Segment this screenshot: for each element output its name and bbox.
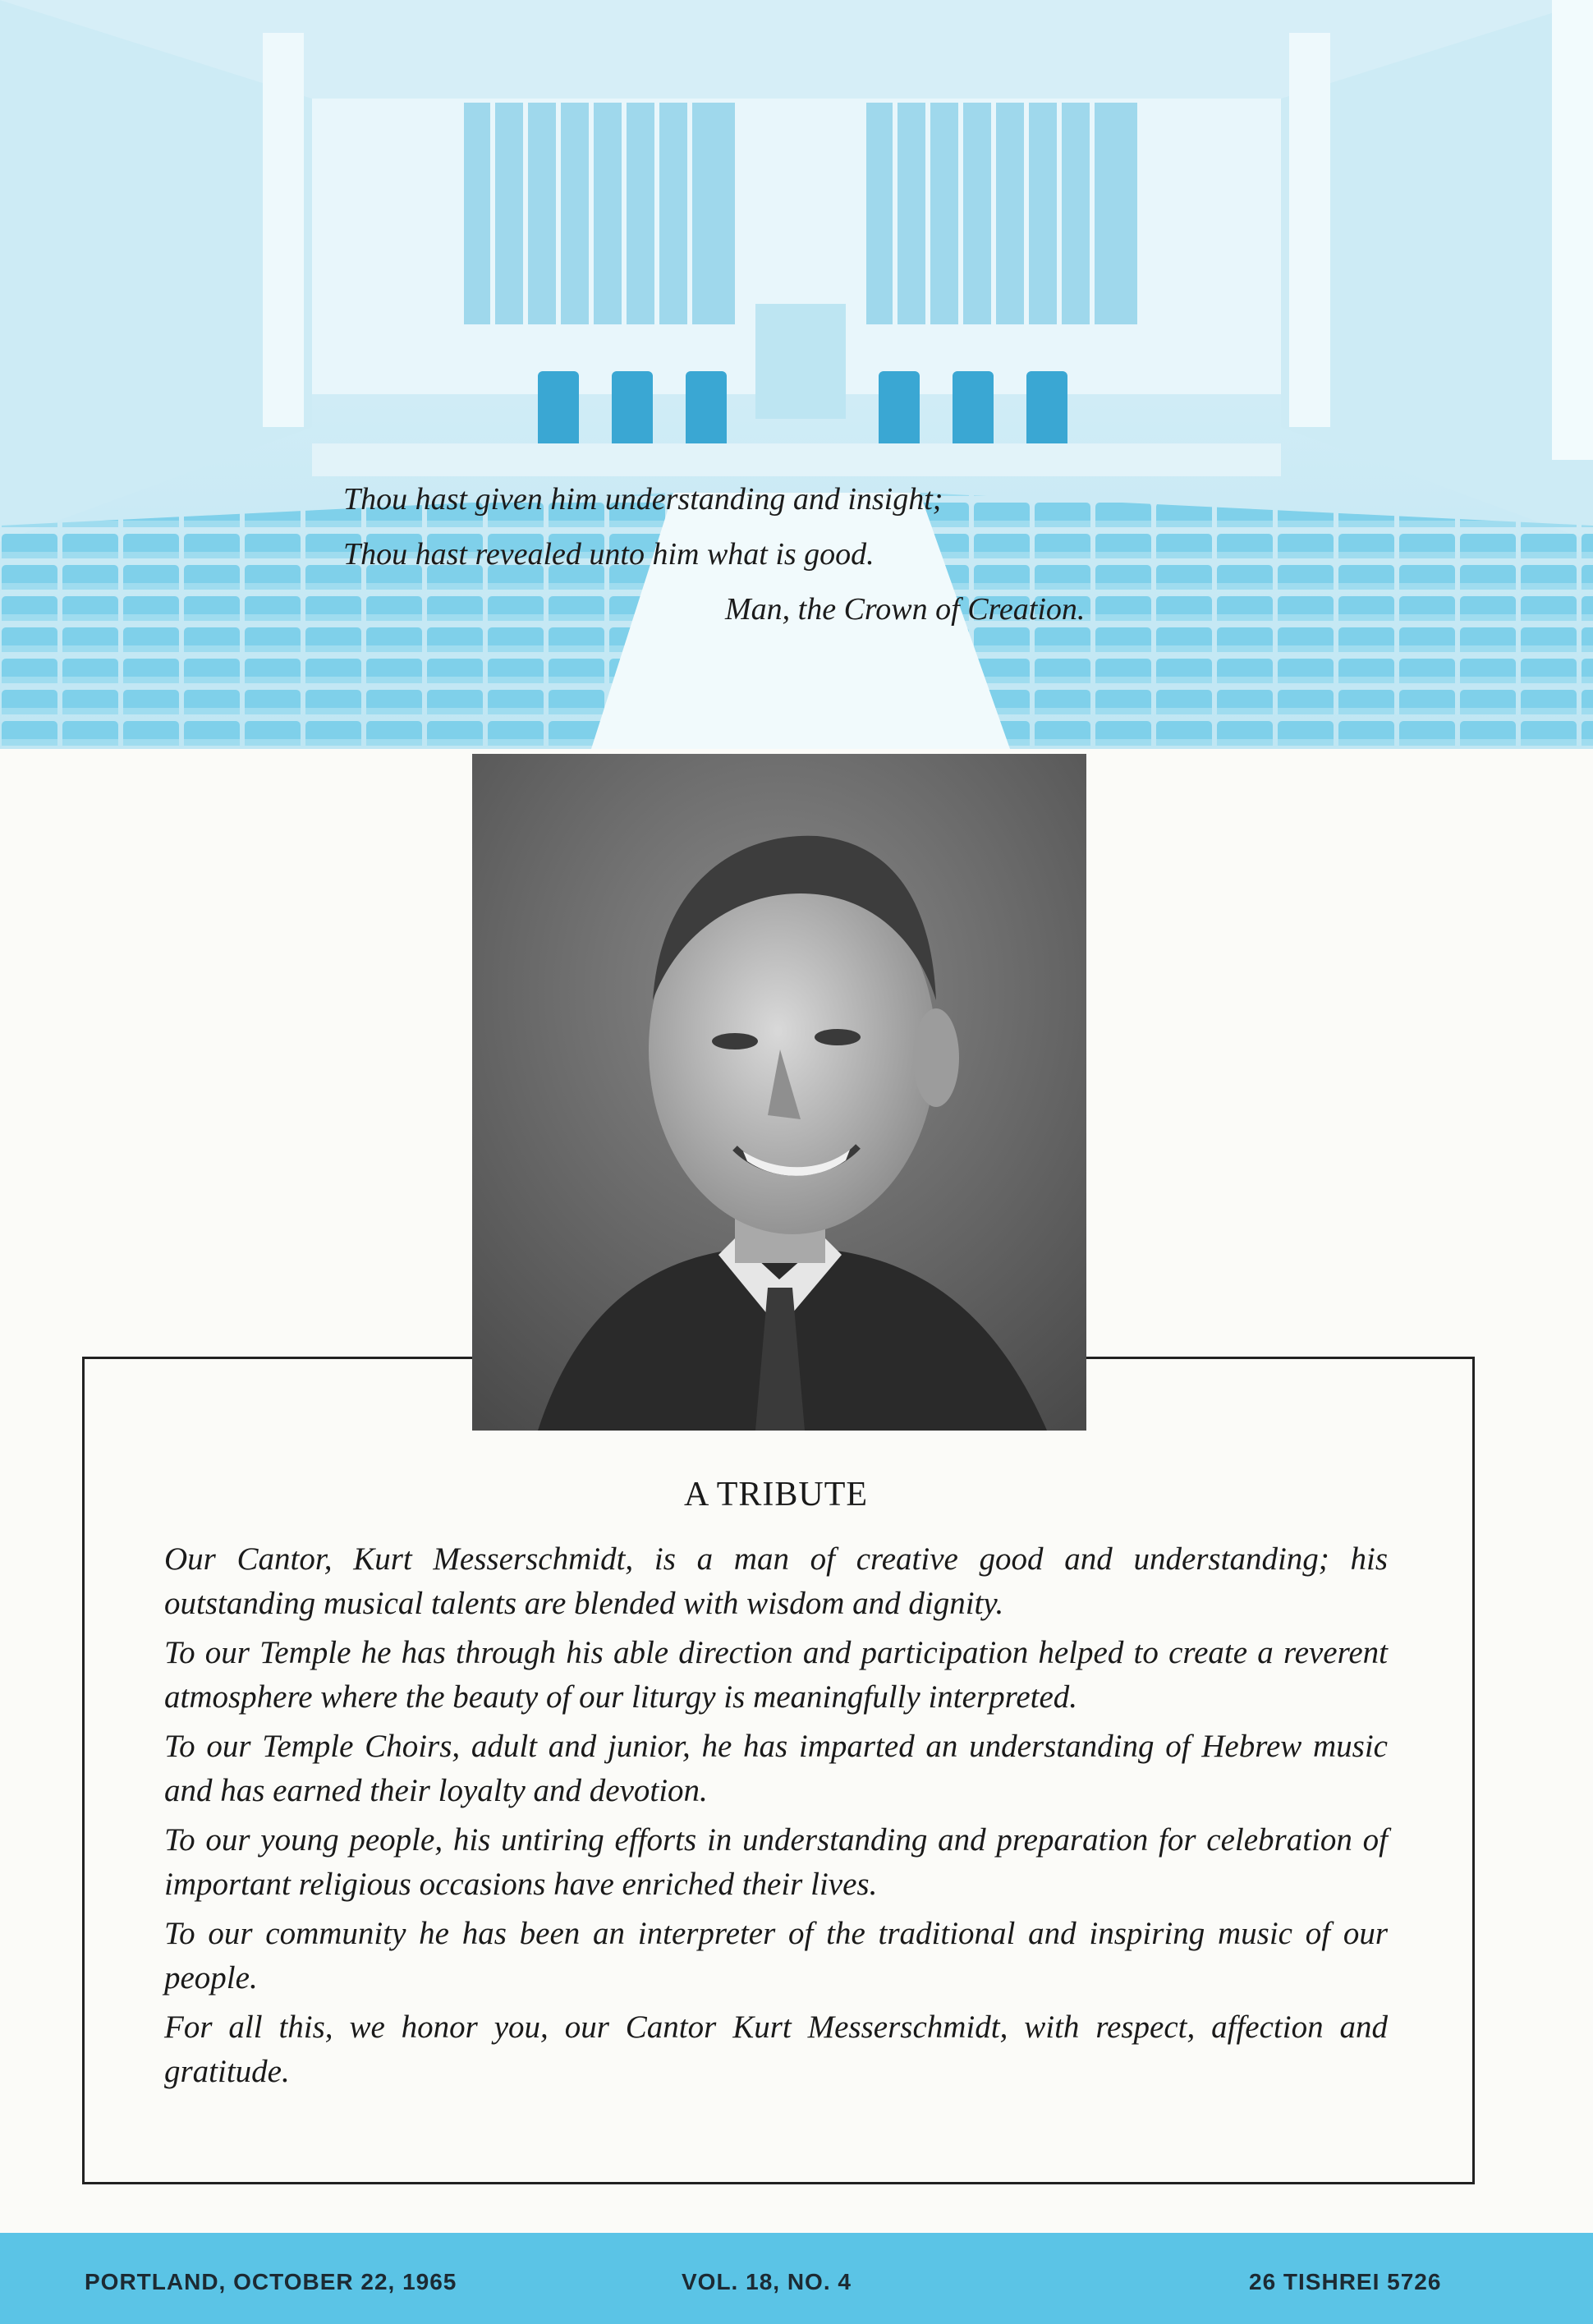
frame-top-right-rule	[1086, 1357, 1472, 1359]
footer-band	[0, 2233, 1593, 2324]
quote-attribution: Man, the Crown of Creation.	[725, 592, 1086, 627]
footer-place-date: PORTLAND, OCTOBER 22, 1965	[85, 2269, 457, 2294]
tribute-paragraph: To our Temple he has through his able direction and participation helped to create a reverent atmosphere where the beauty of our liturgy is meaningfully interpreted.	[164, 1635, 1388, 1715]
tribute-paragraph: To our Temple Choirs, adult and junior, he has imparted an understanding of Hebrew music and has earned their loyalty and devotion.	[164, 1729, 1388, 1808]
quote-line-1: Thou hast given him understanding and insight;	[343, 482, 943, 517]
quote-line-2: Thou hast revealed unto him what is good.	[343, 537, 875, 572]
tribute-paragraph: For all this, we honor you, our Cantor Kurt Messerschmidt, with respect, affection and gratitude.	[164, 2009, 1388, 2089]
tribute-paragraph: Our Cantor, Kurt Messerschmidt, is a man of creative good and understanding; his outstanding musical talents are blended with wisdom and dignity.	[164, 1541, 1388, 1621]
tribute-paragraph: To our community he has been an interpreter of the traditional and inspiring music of our people.	[164, 1916, 1388, 1996]
tribute-paragraph: To our young people, his untiring efforts in understanding and preparation for celebration of important religious occasions have enriched their lives.	[164, 1822, 1388, 1902]
footer-volume: VOL. 18, NO. 4	[682, 2269, 852, 2294]
tribute-title: A TRIBUTE	[683, 1476, 869, 1513]
tribute-body	[164, 1537, 1388, 2099]
cantor-portrait	[472, 754, 1086, 1431]
footer-hebrew-date: 26 TISHREI 5726	[1249, 2269, 1442, 2294]
portrait-illustration	[472, 754, 1086, 1431]
frame-top-left-rule	[82, 1357, 472, 1359]
